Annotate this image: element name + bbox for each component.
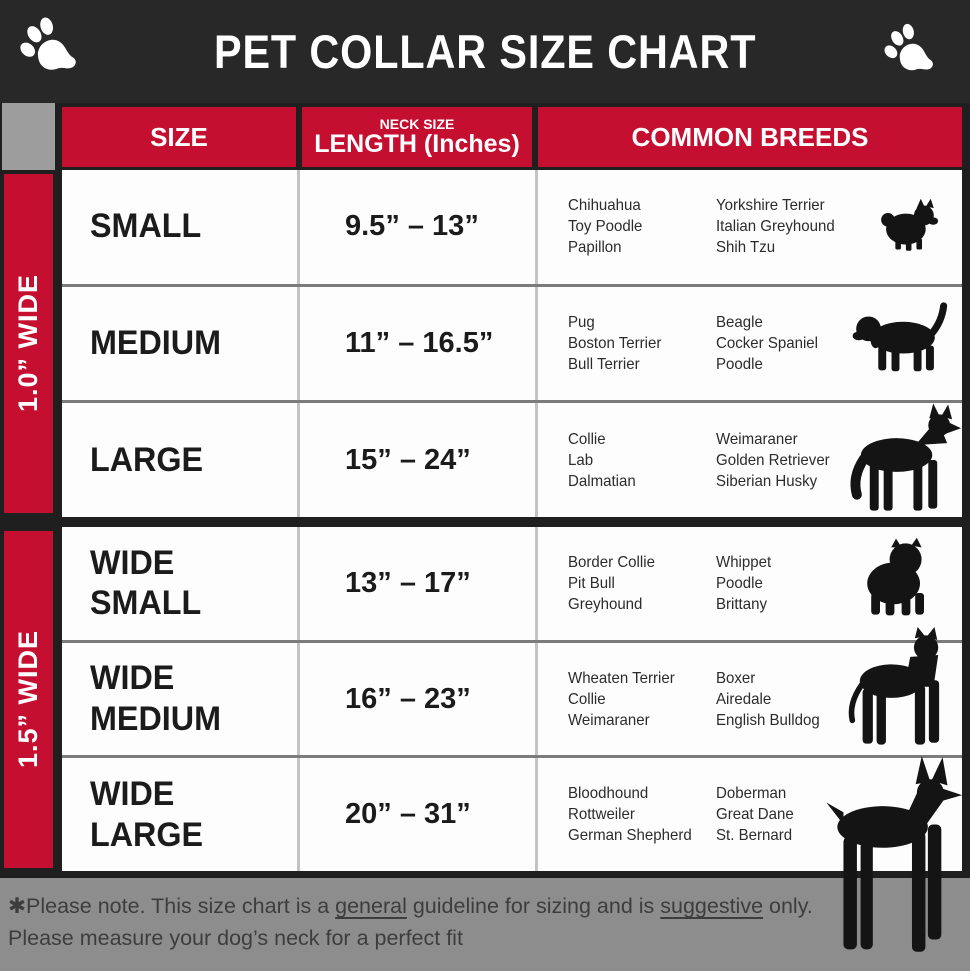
breed: Collie bbox=[568, 690, 606, 708]
breed: St. Bernard bbox=[716, 827, 793, 845]
breed: Poodle bbox=[716, 356, 763, 373]
neck-range-cell: 13” – 17” bbox=[297, 527, 535, 640]
disclaimer-line-1: ✱Please note. This size chart is a general guideline for sizing and is suggestive only. bbox=[8, 894, 813, 918]
breed: Brittany bbox=[716, 595, 767, 613]
column-header-size: SIZE bbox=[62, 107, 296, 167]
pomeranian-dog-icon bbox=[878, 194, 940, 258]
breed: Collie bbox=[568, 430, 606, 448]
title-bar bbox=[0, 0, 970, 103]
width-group-1-0-wide bbox=[4, 174, 53, 513]
underlined-word: general bbox=[335, 894, 407, 918]
table-row-small bbox=[62, 170, 962, 284]
page-title: PET COLLAR SIZE CHART bbox=[213, 25, 757, 78]
size-group-1-0-wide bbox=[62, 170, 962, 517]
breed: Poodle bbox=[716, 574, 763, 592]
breed: Bloodhound bbox=[568, 785, 649, 803]
breed: Papillon bbox=[568, 239, 622, 257]
neck-size-sublabel: NECK SIZE bbox=[379, 115, 455, 132]
breed: Siberian Husky bbox=[716, 472, 818, 490]
breed-list bbox=[568, 429, 707, 492]
size-cell: MEDIUM bbox=[90, 324, 221, 363]
breed: Whippet bbox=[716, 553, 772, 571]
size-cell: LARGE bbox=[90, 440, 204, 479]
breed: Airedale bbox=[716, 690, 772, 708]
neck-size-label: LENGTH (Inches) bbox=[314, 130, 520, 159]
paw-print-icon bbox=[3, 3, 90, 90]
breed: German Shepherd bbox=[568, 827, 692, 845]
breed: Great Dane bbox=[716, 806, 794, 824]
breed: Wheaten Terrier bbox=[568, 669, 675, 687]
neck-range-cell: 16” – 23” bbox=[297, 643, 535, 756]
neck-range-cell: 20” – 31” bbox=[297, 758, 535, 871]
breed: Weimaraner bbox=[716, 430, 798, 448]
breed: Weimaraner bbox=[568, 711, 650, 729]
breed: English Bulldog bbox=[716, 711, 820, 729]
breed: Boston Terrier bbox=[568, 335, 662, 352]
breed: Toy Poodle bbox=[568, 218, 643, 236]
breed: Greyhound bbox=[568, 595, 643, 613]
beagle-dog-icon bbox=[850, 293, 956, 377]
breed-list bbox=[568, 783, 707, 846]
table-row-medium bbox=[62, 284, 962, 401]
table-row-wide-small bbox=[62, 527, 962, 640]
neck-range-cell: 9.5” – 13” bbox=[297, 170, 535, 284]
breed: Golden Retriever bbox=[716, 451, 830, 469]
breed-list bbox=[568, 668, 707, 731]
breed: Boxer bbox=[716, 669, 756, 687]
breed: Cocker Spaniel bbox=[716, 335, 818, 352]
size-cell: SMALL bbox=[90, 207, 202, 246]
doberman-dog-icon bbox=[798, 756, 966, 964]
breed: Pit Bull bbox=[568, 574, 615, 592]
breed: Shih Tzu bbox=[716, 239, 776, 257]
table-row-wide-medium bbox=[62, 640, 962, 756]
breed: Border Collie bbox=[568, 553, 655, 571]
shepherd-dog-icon bbox=[842, 403, 966, 515]
breed: Chihuahua bbox=[568, 197, 641, 215]
size-cell: WIDE SMALL bbox=[90, 543, 202, 623]
neck-range-cell: 15” – 24” bbox=[297, 403, 535, 517]
breed: Italian Greyhound bbox=[716, 218, 835, 236]
neck-range-cell: 11” – 16.5” bbox=[297, 287, 535, 401]
disclaimer-line-2: Please measure your dog’s neck for a perfect fit bbox=[8, 926, 463, 950]
breed: Bull Terrier bbox=[568, 356, 640, 373]
width-group-1-5-wide bbox=[4, 531, 53, 868]
underlined-word: suggestive bbox=[660, 894, 764, 918]
column-header-neck-size bbox=[302, 107, 532, 167]
breed: Beagle bbox=[716, 314, 763, 331]
breed: Rottweiler bbox=[568, 806, 635, 824]
breed: Doberman bbox=[716, 785, 787, 803]
breed: Lab bbox=[568, 451, 594, 469]
size-cell: WIDE LARGE bbox=[90, 774, 204, 854]
table-row-large bbox=[62, 400, 962, 517]
breed: Yorkshire Terrier bbox=[716, 197, 825, 215]
pitbull-dog-icon bbox=[842, 627, 956, 753]
width-group-label: 1.0” WIDE bbox=[13, 274, 43, 413]
bulldog-dog-icon bbox=[856, 531, 940, 623]
breed-list bbox=[568, 195, 707, 258]
breed-list bbox=[568, 552, 707, 615]
paw-print-icon bbox=[870, 12, 946, 88]
column-header-common-breeds: COMMON BREEDS bbox=[538, 107, 962, 167]
breed: Dalmatian bbox=[568, 472, 636, 490]
header-corner-spacer bbox=[2, 103, 55, 170]
breed-list bbox=[568, 312, 707, 375]
breed: Pug bbox=[568, 314, 595, 331]
width-group-label: 1.5” WIDE bbox=[13, 630, 43, 769]
size-cell: WIDE MEDIUM bbox=[90, 659, 221, 738]
